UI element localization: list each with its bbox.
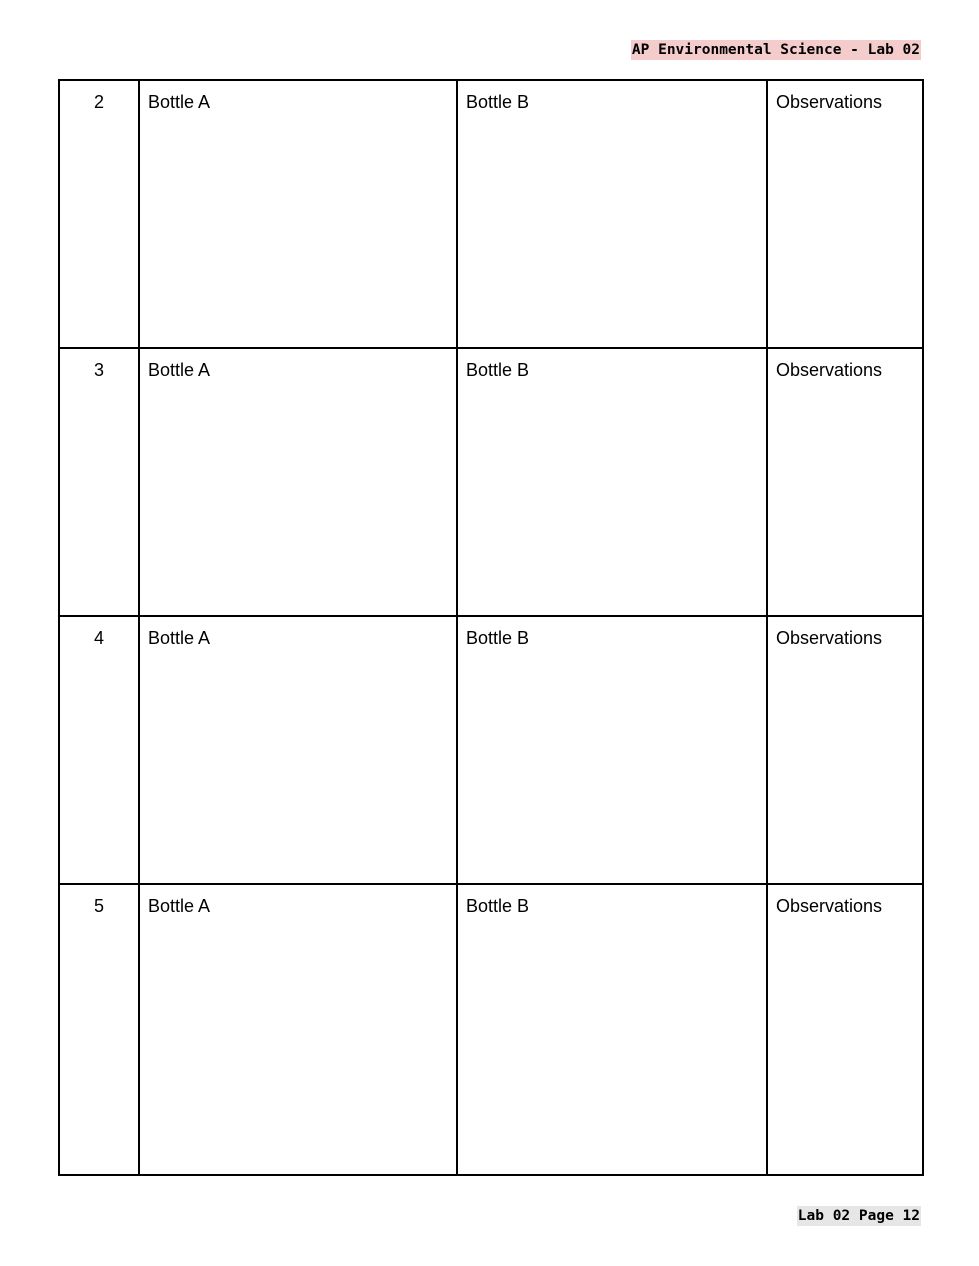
page-footer-label: Lab 02 Page 12: [797, 1208, 920, 1224]
observation-table: [58, 79, 924, 1176]
row-number-cell: 4: [59, 616, 139, 884]
bottle-b-cell: Bottle B: [457, 616, 767, 884]
observations-cell: Observations: [767, 348, 923, 616]
bottle-b-cell: Bottle B: [457, 884, 767, 1175]
bottle-b-cell: Bottle B: [457, 348, 767, 616]
row-number-cell: 3: [59, 348, 139, 616]
bottle-a-cell: Bottle A: [139, 348, 457, 616]
table-row: [59, 348, 923, 616]
bottle-b-cell: Bottle B: [457, 80, 767, 348]
bottle-a-cell: Bottle A: [139, 884, 457, 1175]
row-number-cell: 5: [59, 884, 139, 1175]
table-row: [59, 884, 923, 1175]
table-row: [59, 616, 923, 884]
row-number-cell: 2: [59, 80, 139, 348]
page-header-title: AP Environmental Science - Lab 02: [631, 42, 920, 58]
observations-cell: Observations: [767, 80, 923, 348]
observations-cell: Observations: [767, 616, 923, 884]
bottle-a-cell: Bottle A: [139, 80, 457, 348]
table-row: [59, 80, 923, 348]
bottle-a-cell: Bottle A: [139, 616, 457, 884]
observations-cell: Observations: [767, 884, 923, 1175]
